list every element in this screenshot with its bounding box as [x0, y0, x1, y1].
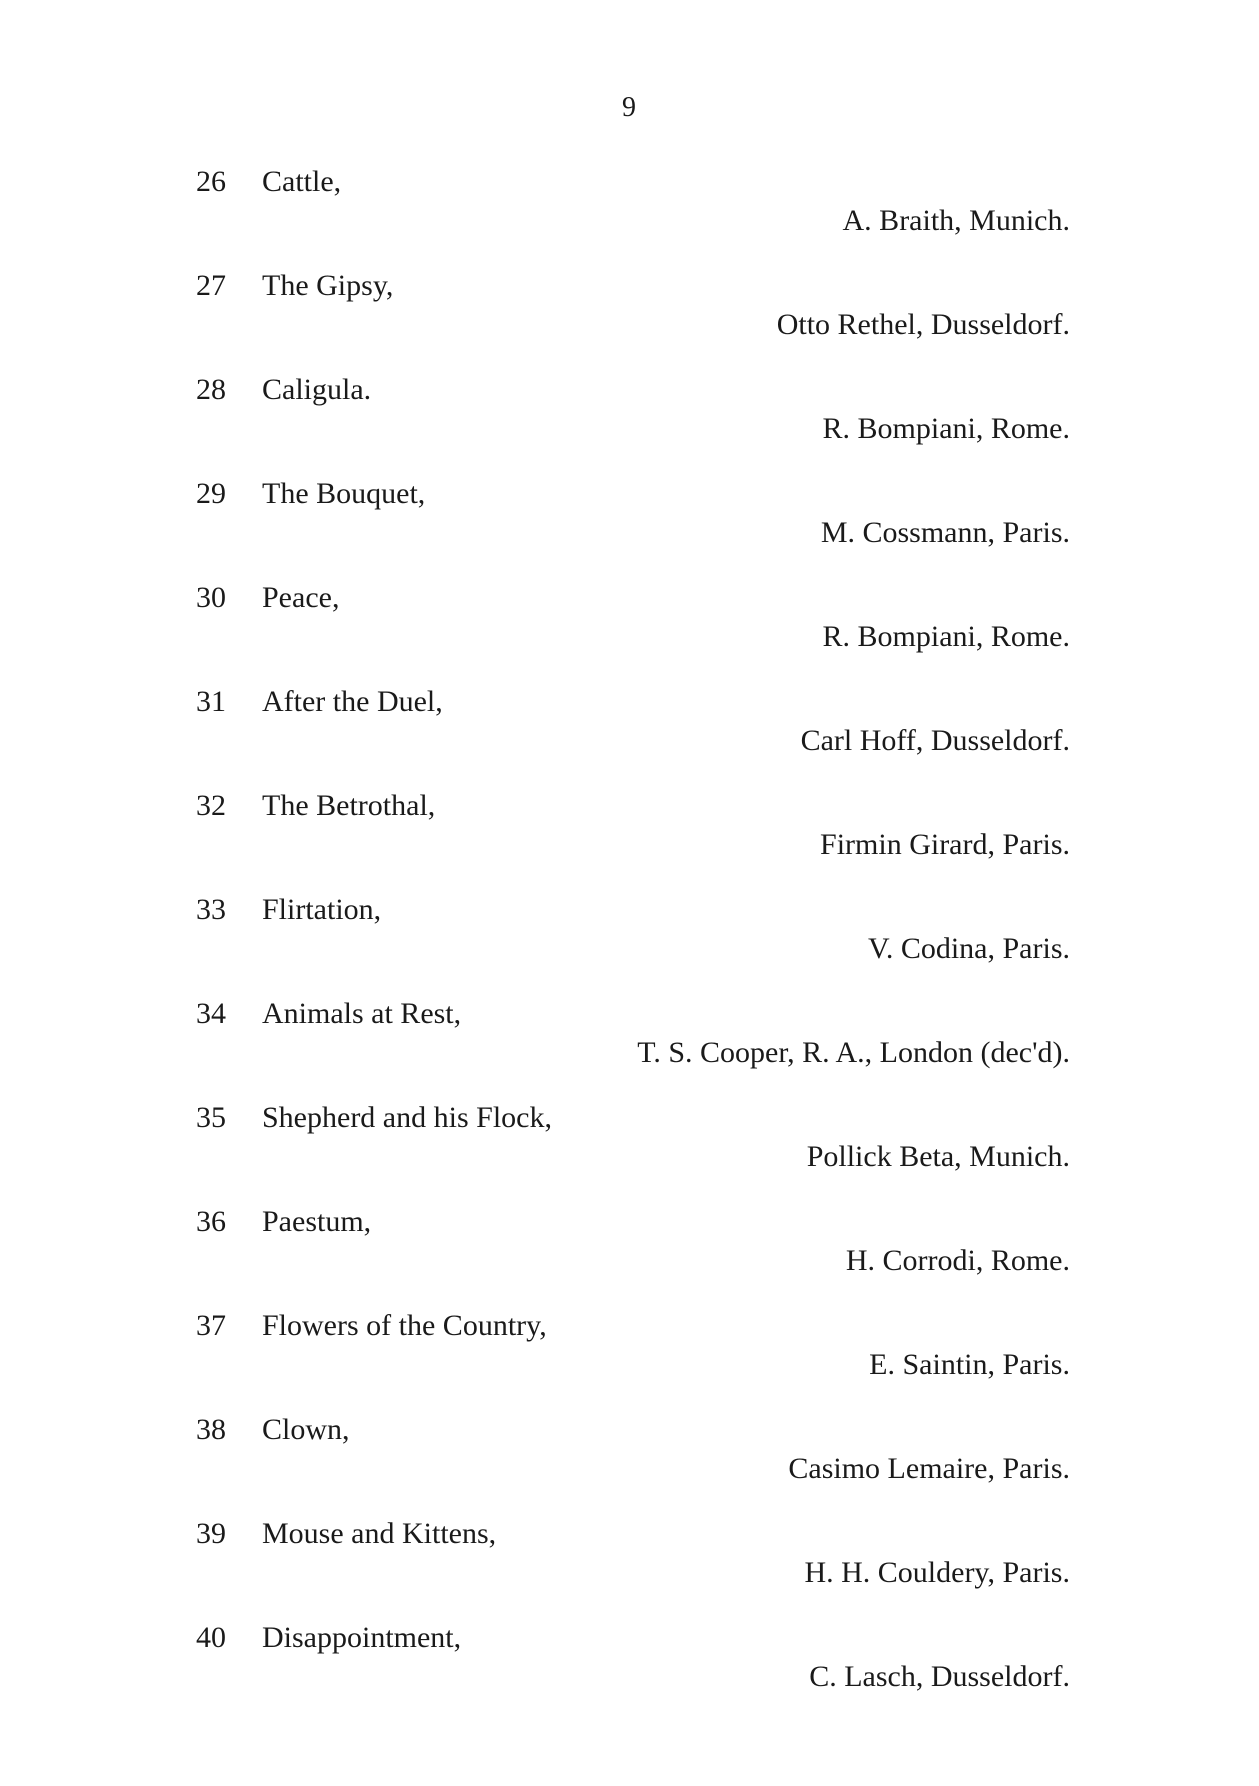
entry-number: 38 — [196, 1413, 226, 1446]
catalogue-entry — [0, 996, 1259, 1100]
entry-title: The Bouquet, — [262, 477, 426, 510]
entry-number: 27 — [196, 269, 226, 302]
catalogue-entry — [0, 1620, 1259, 1724]
catalogue-list — [0, 164, 1259, 1724]
entry-title: Animals at Rest, — [262, 997, 462, 1030]
entry-artist: Firmin Girard, Paris. — [820, 828, 1070, 861]
entry-artist: T. S. Cooper, R. A., London (dec'd). — [637, 1036, 1070, 1069]
entry-number: 29 — [196, 477, 226, 510]
catalogue-entry — [0, 684, 1259, 788]
entry-artist: H. H. Couldery, Paris. — [804, 1556, 1070, 1589]
entry-title: Cattle, — [262, 165, 342, 198]
entry-title: The Betrothal, — [262, 789, 436, 822]
entry-title: Mouse and Kittens, — [262, 1517, 497, 1550]
entry-title: Shepherd and his Flock, — [262, 1101, 552, 1134]
entry-title: After the Duel, — [262, 685, 443, 718]
catalogue-entry — [0, 1308, 1259, 1412]
entry-artist: V. Codina, Paris. — [868, 932, 1070, 965]
entry-artist: Pollick Beta, Munich. — [806, 1140, 1070, 1173]
entry-number: 34 — [196, 997, 226, 1030]
entry-title: Caligula. — [262, 373, 372, 406]
entry-artist: R. Bompiani, Rome. — [822, 620, 1070, 653]
entry-artist: H. Corrodi, Rome. — [845, 1244, 1070, 1277]
catalogue-entry — [0, 164, 1259, 268]
catalogue-entry — [0, 1204, 1259, 1308]
catalogue-entry — [0, 372, 1259, 476]
entry-title: Flirtation, — [262, 893, 382, 926]
entry-artist: E. Saintin, Paris. — [869, 1348, 1070, 1381]
catalogue-entry — [0, 1100, 1259, 1204]
entry-artist: Casimo Lemaire, Paris. — [788, 1452, 1070, 1485]
catalogue-entry — [0, 892, 1259, 996]
entry-number: 28 — [196, 373, 226, 406]
entry-title: The Gipsy, — [262, 269, 394, 302]
entry-title: Peace, — [262, 581, 340, 614]
entry-title: Disappointment, — [262, 1621, 462, 1654]
page-number: 9 — [622, 92, 637, 123]
entry-artist: Otto Rethel, Dusseldorf. — [776, 308, 1070, 341]
entry-title: Flowers of the Country, — [262, 1309, 547, 1342]
entry-artist: M. Cossmann, Paris. — [820, 516, 1070, 549]
entry-number: 31 — [196, 685, 226, 718]
entry-number: 37 — [196, 1309, 226, 1342]
entry-artist: A. Braith, Munich. — [842, 204, 1070, 237]
catalogue-entry — [0, 580, 1259, 684]
catalogue-entry — [0, 476, 1259, 580]
entry-number: 39 — [196, 1517, 226, 1550]
entry-title: Paestum, — [262, 1205, 372, 1238]
entry-number: 40 — [196, 1621, 226, 1654]
catalogue-entry — [0, 1516, 1259, 1620]
entry-title: Clown, — [262, 1413, 350, 1446]
entry-number: 30 — [196, 581, 226, 614]
entry-artist: Carl Hoff, Dusseldorf. — [800, 724, 1070, 757]
entry-number: 32 — [196, 789, 226, 822]
catalogue-entry — [0, 1412, 1259, 1516]
entry-number: 35 — [196, 1101, 226, 1134]
catalogue-entry — [0, 788, 1259, 892]
entry-number: 26 — [196, 165, 226, 198]
entry-number: 33 — [196, 893, 226, 926]
entry-artist: C. Lasch, Dusseldorf. — [809, 1660, 1070, 1693]
entry-artist: R. Bompiani, Rome. — [822, 412, 1070, 445]
entry-number: 36 — [196, 1205, 226, 1238]
catalogue-entry — [0, 268, 1259, 372]
